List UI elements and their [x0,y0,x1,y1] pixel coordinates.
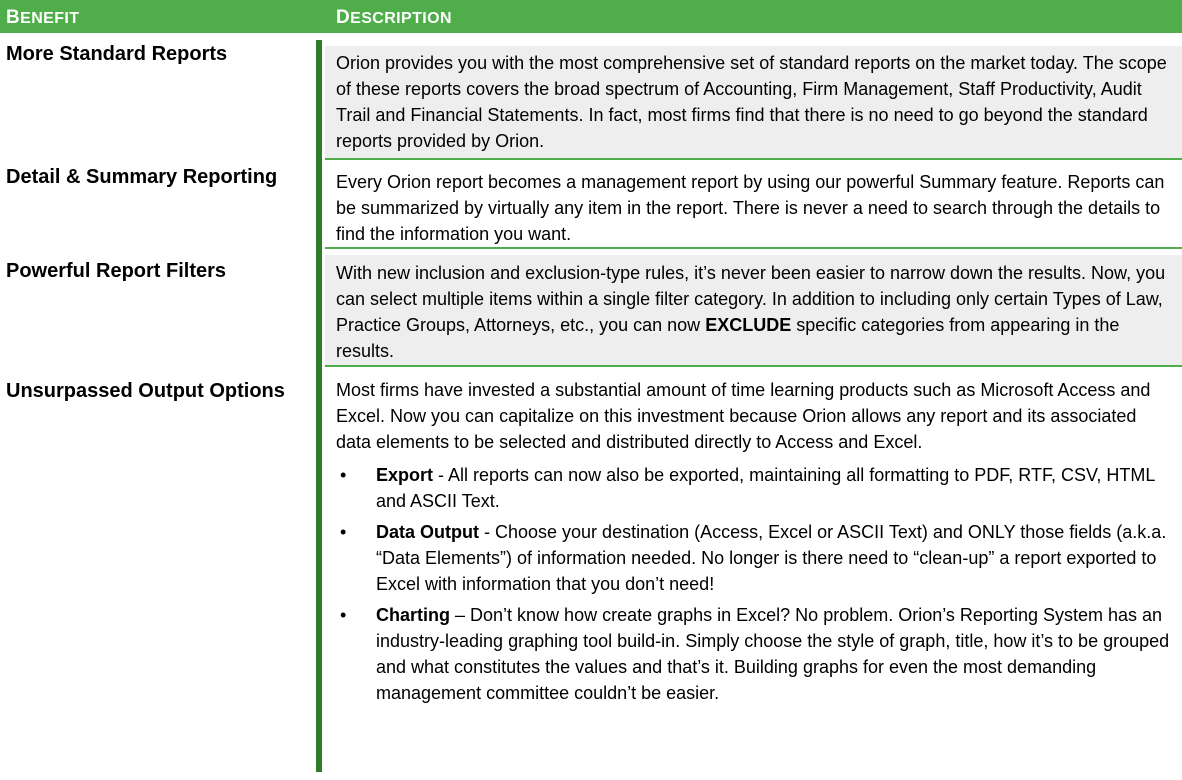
benefit-label: Powerful Report Filters [6,260,227,282]
header-description: DESCRIPTION [336,7,452,28]
table-header [0,0,1182,33]
description-cell: With new inclusion and exclusion-type rules, it’s never been easier to narrow down the results. Now, you can select multiple items within a single filter category. In addition to including only certain Types of Law, Practice Groups, Attorneys, etc., you can now EXCLUDE specific categories from appearing in the results. [325,255,1182,367]
bullet-icon: • [340,522,347,542]
benefit-label: More Standard Reports [6,43,228,65]
list-item-data-output: • Data Output - Choose your destination (Access, Excel or ASCII Text) and ONLY those fields (a.k.a. “Data Elements”) of information needed. No longer is there need to “clean-up” a report exported to Excel with information that you don’t need! [336,519,1174,597]
benefit-label: Detail & Summary Reporting [6,166,278,188]
benefit-label: Unsurpassed Output Options [6,380,285,402]
output-options-intro: Most firms have invested a substantial amount of time learning products such as Microsoft Access and Excel. Now you can capitalize on this investment because Orion allows any report and its associated data elements to be selected and distributed directly to Access and Excel. [336,380,1151,452]
description-cell [325,375,1182,780]
column-divider [316,40,322,772]
header-benefit: BENEFIT [6,7,80,28]
description-cell: Every Orion report becomes a management report by using our powerful Summary feature. Reports can be summarized by virtually any item in the report. There is never a need to search through the details to find the information you want. [325,165,1182,249]
bullet-icon: • [340,605,347,625]
output-options-list [336,462,1174,706]
description-cell: Orion provides you with the most comprehensive set of standard reports on the market today. The scope of these reports covers the broad spectrum of Accounting, Firm Management, Staff Productivity, Audit Trail and Financial Statements. In fact, most firms find that there is no need to go beyond the standard reports provided by Orion. [325,46,1182,160]
exclude-emphasis: EXCLUDE [705,315,792,335]
list-item-charting: • Charting – Don’t know how create graphs in Excel? No problem. Orion’s Reporting System has an industry-leading graphing tool build-in. Simply choose the style of graph, title, how it’s to be grouped and what constitutes the values and that’s it. Building graphs for even the most demanding management committee couldn’t be easier. [336,602,1174,706]
bullet-icon: • [340,465,347,485]
list-item-export: • Export - All reports can now also be exported, maintaining all formatting to PDF, RTF, CSV, HTML and ASCII Text. [336,462,1174,514]
